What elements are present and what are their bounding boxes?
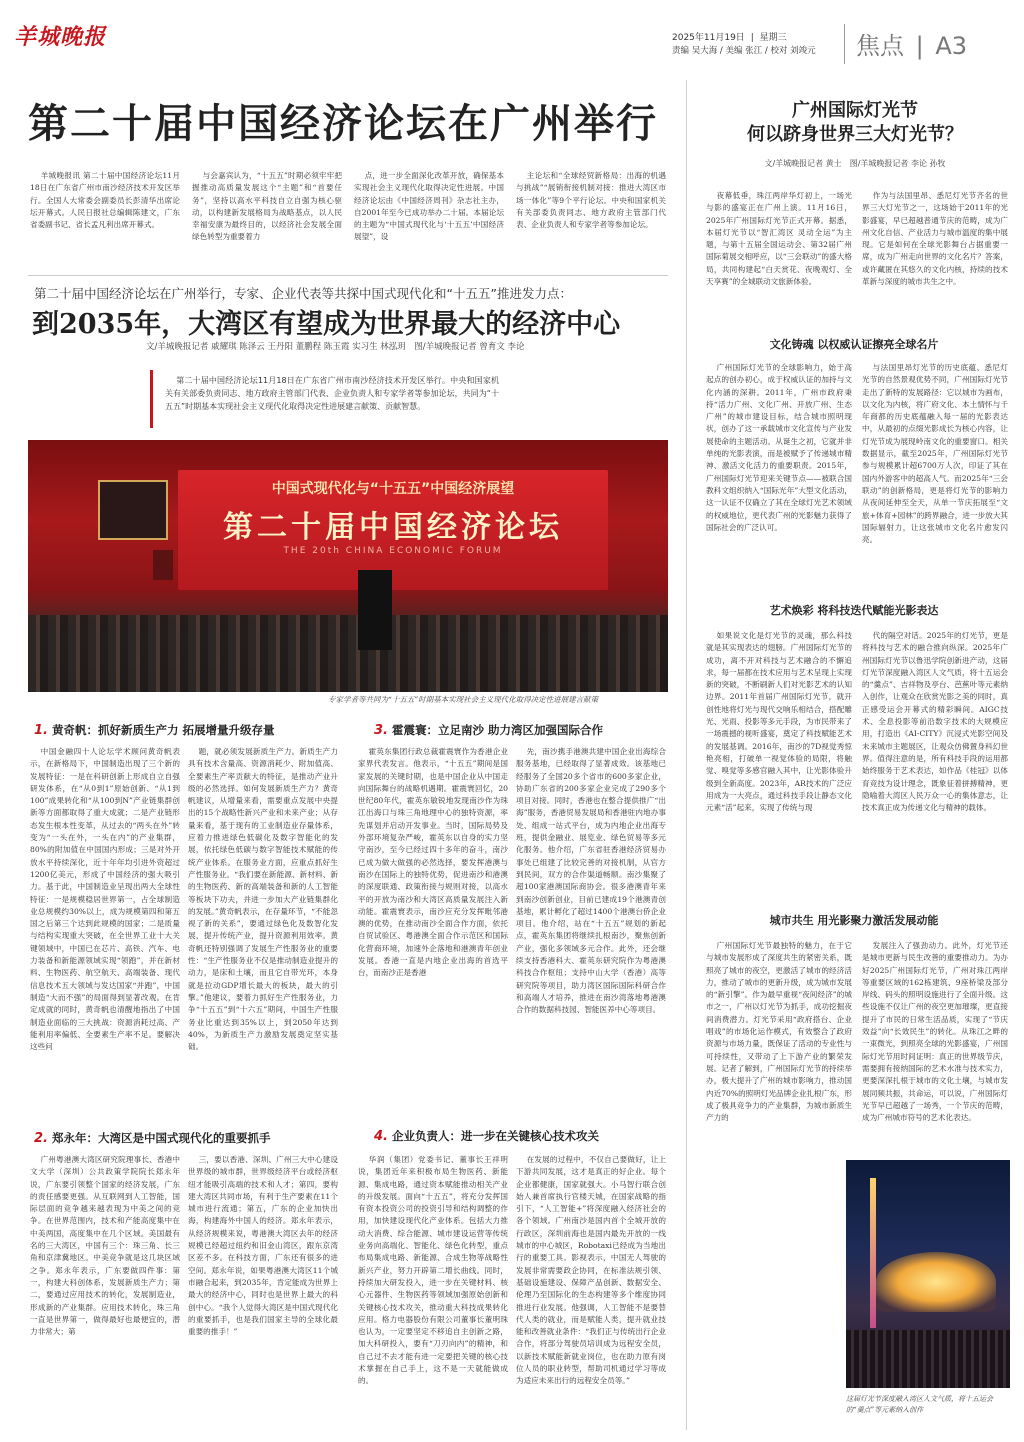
masthead xyxy=(0,0,1024,72)
side-screen xyxy=(98,480,168,540)
lead-col-4: 主论坛和“全球经贸新格局：出海的机遇与挑战”“展销衔接机制对接：推进大湾区市场一体化”等9个平行论坛。中央和国家机关有关部委负责同志、地方政府主管部门代表、企业负责人和专家学者等参加论坛。 xyxy=(516,171,666,230)
lightfest-photo xyxy=(846,1160,1010,1388)
section-4-heading xyxy=(374,1128,599,1144)
banner-en: THE 20th CHINA ECONOMIC FORUM xyxy=(283,546,503,556)
right-byline: 文/羊城晚报记者 黄士 图/羊城晚报记者 李论 孙牧 xyxy=(764,159,946,168)
light-canopy xyxy=(876,1252,996,1312)
right-section-2-col-1: 如果说文化是灯光节的灵魂，那么科技就是其实现表达的翅膀。广州国际灯光节的成功，离不开对科技与艺术融合的不懈追求，每一届都在技术应用与艺术呈现上实现新的突破，不断刷新人们对光影艺术的认知边界。2011年首届广州国际灯光节，就开创性地将灯光与现代交响乐相结合，搭配雕光、光雨、投影等多元手段，为市民带来了一场震撼的视听盛宴，奠定了科技赋能艺术的发展基调。2016年，南沙的7D视觉秀惊艳亮相，打破单一视觉体验的局限，将触觉、嗅觉等多感官融入其中，让光影体验升级到全新高度。2023年，AR技术的广泛应用成为一大亮点，通过科技手段让静态文化元素“活”起来，实现了传统与现 xyxy=(706,631,852,813)
section-divider xyxy=(844,24,845,64)
right-intro-col-1: 夜幕低垂，珠江两岸华灯初上，一场光与影的盛宴正在广州上演。11月16日，2025年广州国际灯光节正式开幕。据悉，本届灯光节以“智汇湾区 灵动全运”为主题，与第十五届全国运动会、第32届广州国际菊展交相呼应，以“三会联动”的盛大格局，共同构建起“白天赏花、夜晚观灯、全天享赛”的全城联动文旅新体验。 xyxy=(706,191,852,287)
right-photo-caption: 这届灯光节深度融入湾区人文气质，将十五运会的“羹点”等元素纳入创作 xyxy=(846,1395,993,1414)
section-4-col-2: 在发展的过程中，不仅自己要做好，让上下游共同发展，这才是真正的好企业。每个企业都健康，国家就强大。小马智行联合创始人兼首席执行官楼天城，在国家战略的指引下，“人工智能+”将深度融入经济社会的各个领域。广州南沙是国内首个全城开放的行政区，深圳前海也是国内最先开放的一线城市的中心城区，Robotaxi已经成为当地出行的重要工具。影视表示，中国无人驾驶的发展非常需要政企协同，在标准法规引领、基础设施建设、保障产品创新、数据安全、伦理乃至国际化的生态构建等多个维度协同推进行业发展。他强调，人工智能不是要替代人类的就业，而是赋能人类，提升就业技能和改善就业条件：“我们正与传统出行企业合作，将部分驾驶员培训成为远程安全员，以新技术赋能新就业岗位，也在助力原有岗位人员的职业转型，帮助司机通过学习等成为适应未来出行的远程安全员等。” xyxy=(516,1155,666,1386)
summary-text: 第二十届中国经济论坛11月18日在广东省广州市南沙经济技术开发区举行。中央和国家机关有关部委负责同志、地方政府主管部门代表、企业负责人和专家学者等参加论坛，共同为“十五五”时期基本实现社会主义现代化取得决定性进展建言献策、贡献智慧。 xyxy=(165,376,499,411)
subheadline: 到2035年，大湾区有望成为世界最大的经济中心 xyxy=(32,309,621,340)
section-1-num: 1. xyxy=(34,723,48,738)
editors-line: 责编 吴大海 / 美编 张江 / 校对 刘竣元 xyxy=(672,46,816,56)
section-3-title: 霍震寰：立足南沙 助力湾区加强国际合作 xyxy=(391,723,603,737)
section-2-num: 2. xyxy=(34,1131,48,1146)
banner-line2: 第二十届中国经济论坛 xyxy=(223,510,563,545)
section-3-col-2: 先，南沙携手港澳共建中国企业出海综合服务基地，已经取得了显著成效。该基地已经服务了全国20多个省市的600多家企业，协助广东省的200多家企业完成了290多个项目对接。同时，香港也在整合提供推广“出海”服务，香港贸易发展局和香港驻内地办事处、组成一站式平台，成为内地企业出海专班，提供金融业、展览业、绿色贸易等多元化服务。他介绍，广东省驻香港经济贸易办事处已组建了比较完善的对接机制，从官方到民间，双方的合作渠道畅顺。南沙集聚了超100家港澳国际商协会。很多港澳青年来到南沙创新创业，目前已建成19个港澳青创基地，累计孵化了超过1400个港澳台侨企业项目。他介绍，站在“十五五”规划的新起点，霍英东集团将继续扎根南沙，聚焦创新产业，强化多领域多元合作。此外，还会继续支持香港科大、霍英东研究院作为粤港澳科技合作枢纽；支持中山大学（香港）高等研究院等项目，助力湾区国际国际科研合作和高端人才培养，推进在南沙湾落地粤港澳合作的数据科技园、智能医养中心等项目。 xyxy=(516,747,666,1015)
date-text: 2025年11月19日 xyxy=(672,33,745,43)
section-1-col-1: 中国金融四十人论坛学术顾问黄奇帆表示，在新格局下，中国制造出现了三个新的发展特征：一是在科研创新上形成自立自强研发体系，在“从0到1”原始创新、“从1到100”成果转化和“从100到N”产业链集群创新等方面都取得了重大成就；二是产业链形态发生根本性变革，从过去的“两头在外”转变为“一头在外，一头在内”的产业集群，80%的附加值在中国国内形成；三是对外开放水平持续深化，近十年年均引进外资超过1200亿美元，形成了中国经济的强大吸引力。基于此，中国制造业呈现出两大全球性特征：一是规模稳居世界第一，占全球制造业总规模约30%以上，成为规模第四和第五国之后第三个达到此规模的国家；二是质量与结构实现重大突破，在全世界工业十大关键领域中，中国已在芯片、高铁、汽车、电力装备和新能源领域实现“领跑”，并在新材料、生物医药、航空航天、高端装备、现代信息技术五大领域与发达国家“并跑”，中国制造“大而不强”的局面得到显著改观。在肯定成就的同时，黄奇帆也清醒地指出了中国制造业面临的三大挑战：资源消耗过高、产能利用率偏低、全要素生产率不足。要解决这些问 xyxy=(30,747,180,1052)
camera-rig xyxy=(358,570,392,650)
section-4-title: 企业负责人：进一步在关键核心技术攻关 xyxy=(391,1129,599,1143)
right-section-1-col-2: 与法国里昂灯光节的历史底蕴、悉尼灯光节的自然景观优势不同，广州国际灯光节走出了新特的发展路径：它以城市为画布，以文化为内核，将广府文化、本土情怀与千年商都的历史底蕴融入每一届的光影表达中，从最初的点缀光影成长为核心内容，让灯光节成为展现岭南文化的重要窗口。相关数据显示，截至2025年，广州国际灯光节参与规模累计超6700万人次，印证了其在国内外游客中的超高人气。而2025年“三会联动”的创新格局，更是将灯光节的影响力从夜间延伸至全天，从单一节庆拓展至“文旅+体育+园林”的跨界融合，进一步放大其国际辐射力，让这张城市文化名片愈发闪亮。 xyxy=(862,363,1008,545)
right-section-2-title: 艺术焕彩 将科技迭代赋能光影表达 xyxy=(769,604,939,617)
right-section-2-col-2: 代的隔空对话。2025年的灯光节，更是将科技与艺术的融合推向纵深。2025年广州国际灯光节以鲁迅学院创新进产动，这届灯光节深度融入湾区人文气质，将十五运会的“羹点”、吉祥物及亭台、芭蕉叶等元素纳入创作，让观众在欣赏光影之美的同时，真正感受运会开幕式的精彩瞬间。AIGC技术、全息投影等前沿数字技术的大规模应用，打造出《AI-CITY》沉浸式光影空间及未来城市主题展区，让观众仿佛置身科幻世界。值得注意的是，所有科技手段的运用都始终服务于艺术表达，如作品《桂冠》以体育竞技为设计理念，既象征着拼搏精神，更隐喻着大湾区人民万众一心的集体意志，让技术真正成为传递文化与精神的载体。 xyxy=(862,631,1008,813)
weekday-text: 星期三 xyxy=(759,33,787,43)
section-3-col-1: 霍英东集团行政总裁霍震寰作为香港企业家界代表发言。他表示，“十五五”期间是国家发展的关键时期，也是中国企业从中国走向国际舞台的战略机遇期。霍震寰回忆，20世纪80年代，霍英东敏锐地发现南沙作为珠江出海口与珠三角地理中心的独特资源，率先谋划并启动开发事业。当时，国际局势及外部环境复杂严峻，霍英东以自身的实力坚守南沙，至今已经过四十多年的奋斗，南沙已成为做大做强的必然选择，要发挥港澳与南沙在国际上的独特优势，促进南沙和港澳的深度联通、政策衔接与规则对接，以高水平的开放为南沙和大湾区高质量发展注入新动能。霍震寰表示，南沙应充分发挥毗邻港澳的优势，在推动南沙全面合作方面，依托自贸试验区、粤港澳全面合作示范区和国际化营商环境，加速外企落地和港澳青年创业发展。香港一直是内地企业出海的首选平台，而南沙正是香港 xyxy=(358,747,508,978)
right-section-3-title: 城市共生 用光影聚力激活发展动能 xyxy=(769,914,939,927)
right-headline-1: 广州国际灯光节 xyxy=(792,100,918,121)
section-1-heading xyxy=(34,722,275,738)
lead-col-1: 羊城晚报讯 第二十届中国经济论坛11月18日在广东省广州市南沙经济技术开发区举行。全国人大常委会副委员长彭清华出席论坛开幕式。人民日报社总编辑陈建文，广东省委副书记、省长孟凡利出席开幕式。 xyxy=(30,171,180,230)
summary-box xyxy=(150,370,498,428)
main-headline: 第二十届中国经济论坛在广州举行 xyxy=(28,100,658,147)
right-headline-2: 何以跻身世界三大灯光节？ xyxy=(747,124,963,145)
section-2-col-2: 三，要以香港、深圳、广州三大中心建设世界级的城市群，世界级经济平台或经济枢纽才能吸引高端的技术和人才；第四，要构建大湾区共同市场，有利于生产要素在11个城市进行流通；第五，广东的企业加快出海，构建海外中国人的经济。郑永年表示，从经济规模来说，粤港澳大湾区去年的经济规模已经超过纽约和旧金山湾区，跟东京湾区差不多。在科技方面，广东还有很多的进空间。郑永年说，如果粤港澳大湾区11个城市融合起来，到2035年，肯定能成为世界上最大的经济中心，同时也是世界上最大的科创中心。“我个人觉得大湾区是中国式现代化的重要抓手，也是我们国家主导的全球化最重要的推手！” xyxy=(188,1155,338,1337)
right-section-3-col-1: 广州国际灯光节最独特的魅力，在于它与城市发展形成了深度共生的紧密关系，既照亮了城市的夜空，更激活了城市的经济活力，推动了城市的更新升级，成为城市发展的“新引擎”。作为最早重视“夜间经济”的城市之一，广州以灯光节为抓手，成功挖掘夜间消费潜力。灯光节采用“政府搭台、企业唱戏”的市场化运作模式，有效整合了政府资源与市场力量，既保证了活动的专业性与可持续性，又带动了上下游产业的繁荣发展。记者了解到，广州国际灯光节的持续举办，极大提升了广州的城市影响力，推动国内近70%的照明灯光品牌企业扎根广东，形成了极具竞争力的产业集群，为城市新质生产力的 xyxy=(706,941,852,1123)
kicker: 第二十届中国经济论坛在广州举行，专家、企业代表等共探中国式现代化和“十五五”推进发力点： xyxy=(34,286,572,301)
section-4-num: 4. xyxy=(374,1129,388,1144)
section-2-col-1: 广州粤港澳大湾区研究院理事长、香港中文大学（深圳）公共政策学院院长郑永年说，广东要引领整个国家的经济发展，广东的责任感要更强。从互联网到人工智能，国际层面的竞争越来越表现为中美之间的竞争。在世界范围内，技术和产能高度集中在中美两国，高度集中在几个区域。美国最有名的三大湾区，中国有三个：珠三角、长三角和京津冀地区。中美竞争就是这几块区域之争。郑永年表示，广东要做四件事：第一，构建大科创体系，发展新质生产力；第二，要通过应用技术的转化，发展制造业，形成新的产业集群。应用技术转化，珠三角一直是世界第一，做得最好也最便宜的，潜力非常大；第 xyxy=(30,1155,180,1337)
column-divider xyxy=(686,80,687,1430)
section-3-heading xyxy=(374,722,603,738)
lead-col-2: 与会嘉宾认为，“十五五”时期必须牢牢把握推动高质量发展这个“主题”和“首要任务”，坚持以高水平科技自立自强为核心驱动，以构建新发展格局为战略基点，以人民幸福安康为最终目的，以经济社会发展全面绿色转型为重要着力 xyxy=(192,171,342,242)
section-label: 焦点 | A3 xyxy=(856,32,968,60)
banner-line1: 中国式现代化与“十五五”中国经济展望 xyxy=(271,481,515,497)
section-2-title: 郑永年：大湾区是中国式现代化的重要抓手 xyxy=(51,1131,271,1145)
crowd xyxy=(846,1330,1010,1388)
right-section-3-col-2: 发展注入了强劲动力。此外，灯光节还是城市更新与民生改善的重要推动力。为办好2025广州国际灯光节，广州对珠江两岸等重要区域的162栋建筑、9座桥梁及部分岸线、码头的照明设施进行了全面升级。这些设施不仅让广州的夜空更加璀璨，更直接提升了市民的日常生活品质，实现了“节庆效益”向“长效民生”的转化。从珠江之畔的一束微光，到照亮全球的光影盛宴，广州国际灯光节用时间证明：真正的世界级节庆，需要拥有接纳国际的艺术水准与技术实力，更要深深扎根于城市的文化土壤，与城市发展同频共振，共命运，可以说，广州国际灯光节早已超越了一场秀，一个节庆的范畴，成为广州城市符号的艺术化表达。 xyxy=(862,941,1008,1123)
page-number: A3 xyxy=(935,32,968,60)
podium xyxy=(153,550,173,580)
kicker-rule xyxy=(28,275,668,276)
lead-col-3: 点，进一步全面深化改革开放，确保基本实现社会主义现代化取得决定性进展。中国经济论坛由《中国经济周刊》杂志社主办，自2001年至今已成功举办二十届。本届论坛的主题为“中国式现代化与‘十五五’中国经济展望”，设 xyxy=(354,171,504,242)
newspaper-logo: 羊城晚报 xyxy=(14,25,107,50)
masthead-date: 2025年11月19日 | 星期三 xyxy=(672,33,787,43)
photo-caption: 专家学者等共同为“十五五”时期基本实现社会主义现代化取得决定性进展建言献策 xyxy=(328,695,599,704)
forum-photo xyxy=(28,440,668,710)
right-section-1-title: 文化铸魂 以权威认证擦亮全球名片 xyxy=(769,338,939,351)
section-4-col-1: 华润（集团）党委书记、董事长王祥明说，集团近年来积极布局生物医药、新能源、集成电路，通过资本赋能推动相关产业的升级发展。面向“十五五”，将充分发挥国有资本投资公司的投资引导和结构调整的作用，加快建设现代化产业体系。包括大力推动大消费、综合能源、城市建设运营等传统业务向高端化、智能化、绿色化转型，重点布局集成电路、新能源、合成生物等战略性新兴产业，努力开辟第二增长曲线。同时，持续加大研发投入，进一步在关键材料、核心元器件、生物医药等领域加强原始创新和关键核心技术攻关，推动重大科技成果转化应用。格力电器股份有限公司董事长董明珠也认为，一定要坚定不移追自主创新之路，加大科研投入，要有“刀刃向内”的精神，和自己过不去才能有进一定要把关键的核心技术掌握在自己手上，这不是一天就能做成的。 xyxy=(358,1155,508,1386)
section-1-col-2: 题，就必须发展新质生产力。新质生产力具有技术含量高、资源消耗少、附加值高、全要素生产率贡献大的特征，是推动产业升级的必然选择。如何发展新质生产力？黄奇帆建议，从增量来看，需要重点发展中央提出的15个战略性新兴产业和未来产业；从存量来看，基于现有的工业制造业存量体系，应着力推进绿色低碳化及数字智能化的发展，依托绿色低碳与数字智能技术赋能的传统产业体系。在服务业方面，应重点抓好生产性服务业。“我们要在新能源、新材料、新的生物医药、新的高端装备和新的人工智能等板块下功夫，并进一步加大产业链集群化的发展。”黄奇帆表示，在存量环节，“不能忽视了新的关系”，要通过绿色化及数智化发展，提升传统产业，提升资源利用效率。黄奇帆还特别强调了发展生产性服务业的重要性：“生产性服务业不仅是推动制造业提升的动力，是床和土壤，而且它自带光环，本身就是拉动GDP增长最大的板块，最大的引擎。”他建议，要着力抓好生产性服务业，力争“十五五”到“十六五”期间，中国生产性服务业比重达到35%以上，到2050年达到40%，为新质生产力激励发展奠定坚实基础。 xyxy=(188,747,338,1052)
right-intro-col-2: 作为与法国里昂、悉尼灯光节齐名的世界三大灯光节之一，这场始于2011年的光影盛宴，早已超越普通节庆的范畴，成为广州文化自信、产业活力与城市温度的集中展现。它是如何在全球光影舞台占据重要一席，成为广州走向世界的文化名片？答案，或许藏匿在其悠久的文化内核，持续的技术革新与深度的城市共生之中。 xyxy=(862,191,1008,287)
right-section-1-col-1: 广州国际灯光节的全球影响力，始于高起点的创办初心，成于权威认证的加持与文化内涵的深耕。2011年，广州市政府秉持“活力广州、文化广州、开放广州、生态广州”的城市建设目标，结合城市照明现状，创办了这一承载城市文化宣传与产业发展使命的主题活动。从诞生之初，它就并非单纯的光影表演，而是被赋予了传递城市精神、激活文化活力的重要职责。2015年，广州国际灯光节迎来关键节点——被联合国教科文组织纳入“国际光年”大型文化活动，这一认证不仅确立了其在全球灯光艺术领域的权威地位，更代表广州的光影魅力获得了国际社会的广泛认可。 xyxy=(706,363,852,532)
section-1-title: 黄奇帆：抓好新质生产力 拓展增量升级存量 xyxy=(51,723,275,737)
section-name: 焦点 xyxy=(856,32,904,60)
section-3-num: 3. xyxy=(374,723,388,738)
section-2-heading xyxy=(34,1130,270,1146)
main-byline: 文/羊城晚报记者 戚耀琪 陈泽云 王丹阳 董鹏程 陈玉霞 实习生 林泓玥 图/羊城晚报记者 曾育文 李论 xyxy=(146,342,525,352)
